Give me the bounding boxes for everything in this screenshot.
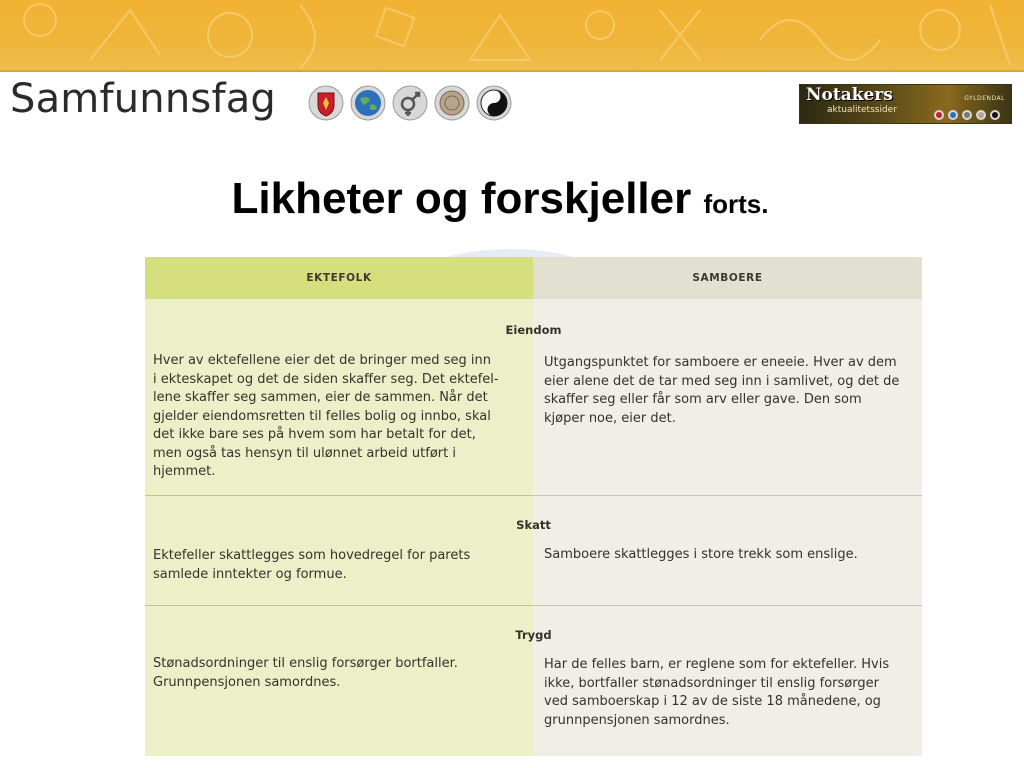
section-title-trygd: Trygd bbox=[515, 628, 552, 642]
cell-trygd-samboere: Har de felles barn, er reglene som for ektefeller. Hvis ikke, bortfaller stønadsordninger til enslig forsørger ved samboerskap i 12 av de siste 18 månedene, og grunnpensjonen samordnes. bbox=[544, 657, 890, 728]
publisher-label: GYLDENDAL bbox=[964, 95, 1005, 102]
section-title-eiendom: Eiendom bbox=[505, 323, 562, 337]
brand-title: Samfunnsfag bbox=[10, 76, 277, 122]
notakers-title: Notakers bbox=[806, 85, 893, 105]
decorative-banner bbox=[0, 0, 1024, 70]
slide-title-suffix: forts. bbox=[703, 189, 769, 219]
row-divider bbox=[145, 495, 922, 496]
coin-icon[interactable] bbox=[434, 85, 470, 121]
coat-of-arms-icon[interactable] bbox=[308, 85, 344, 121]
yin-yang-icon[interactable] bbox=[476, 85, 512, 121]
slide-title bbox=[0, 174, 1000, 224]
notakers-logo[interactable] bbox=[799, 84, 1012, 124]
cell-skatt-samboere: Samboere skattlegges i store trekk som enslige. bbox=[544, 547, 858, 562]
banner-doodles-icon bbox=[0, 0, 1024, 70]
notakers-subtitle: aktualitetssider bbox=[827, 105, 897, 115]
column-header-ektefolk: EKTEFOLK bbox=[145, 257, 533, 299]
slide-title-main: Likheter og forskjeller bbox=[231, 174, 692, 223]
column-header-samboere: SAMBOERE bbox=[533, 257, 922, 299]
cell-skatt-ektefolk: Ektefeller skattlegges som hovedregel for parets samlede inntekter og formue. bbox=[153, 548, 471, 582]
comparison-table bbox=[145, 257, 922, 756]
header-divider bbox=[0, 70, 1024, 72]
section-title-skatt: Skatt bbox=[516, 518, 551, 532]
subject-icon-row bbox=[308, 85, 512, 123]
row-divider bbox=[145, 605, 922, 606]
mini-subject-icons bbox=[933, 109, 1007, 121]
cell-eiendom-ektefolk: Hver av ektefellene eier det de bringer med seg inn i ekteskapet og det de siden skaffer seg. Det ektefel- lene skaffer seg sammen, eier de sammen. Når det gjelder eiendomsretten til felles bolig og innbo, skal det ikke bare ses på hvem som har betalt for det, men også tas hensyn til ulønnet arbeid utført i hjemmet. bbox=[153, 353, 499, 479]
globe-icon[interactable] bbox=[350, 85, 386, 121]
cell-trygd-ektefolk: Stønadsordninger til enslig forsørger bortfaller. Grunnpensjonen samordnes. bbox=[153, 656, 458, 690]
gender-symbol-icon[interactable] bbox=[392, 85, 428, 121]
cell-eiendom-samboere: Utgangspunktet for samboere er eneeie. Hver av dem eier alene det de tar med seg inn i samlivet, og det de skaffer seg eller får som arv eller gave. Den som kjøper noe, eier det. bbox=[544, 355, 900, 426]
